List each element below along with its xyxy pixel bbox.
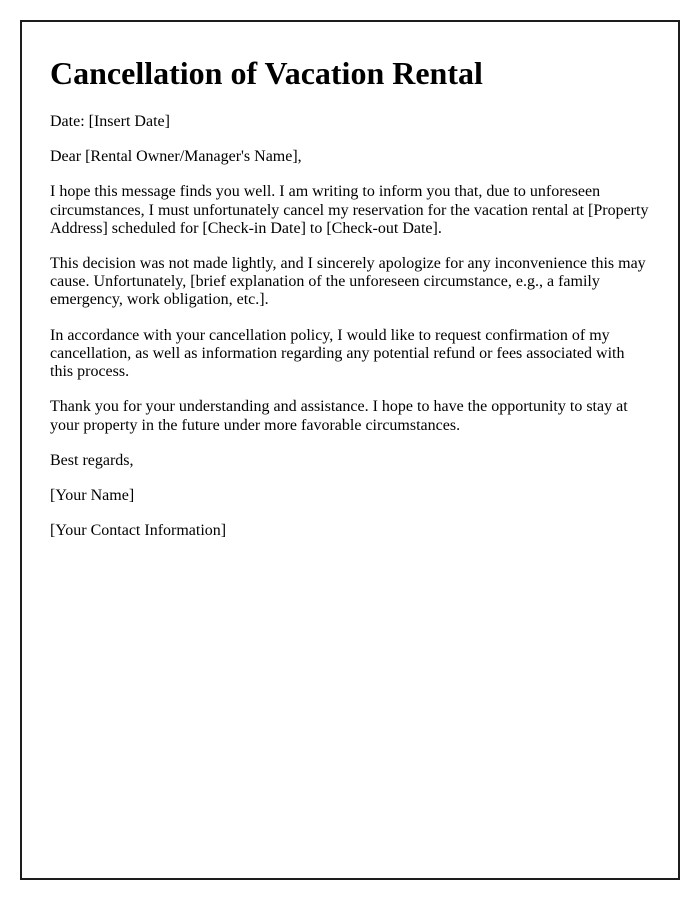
letter-paragraph-policy: In accordance with your cancellation policy, I would like to request confirmation of my cancellation, as well as information regarding any potential refund or fees associated with this process. (50, 326, 625, 381)
letter-paragraph-apology: This decision was not made lightly, and I sincerely apologize for any inconvenience this may cause. Unfortunately, [brief explanation of the unforeseen circumstance, e.g., a family emergency, work obligation, etc.]. (50, 254, 646, 309)
letter-closing: Best regards, (50, 451, 134, 469)
letter-body (50, 113, 650, 541)
letter-salutation: Dear [Rental Owner/Manager's Name], (50, 148, 302, 166)
letter-frame (20, 20, 680, 880)
letter-date-line: Date: [Insert Date] (50, 112, 170, 130)
letter-paragraph-thanks: Thank you for your understanding and assistance. I hope to have the opportunity to stay at your property in the future under more favorable circumstances. (50, 398, 628, 434)
letter-title: Cancellation of Vacation Rental (50, 55, 483, 91)
letter-paragraph-intro: I hope this message finds you well. I am writing to inform you that, due to unforeseen circumstances, I must unfortunately cancel my reservation for the vacation rental at [Property Address] scheduled for [Check-in Date] to [Check-out Date]. (50, 183, 649, 237)
letter-signature-name: [Your Name] (50, 487, 135, 505)
letter-signature-contact: [Your Contact Information] (50, 522, 227, 540)
